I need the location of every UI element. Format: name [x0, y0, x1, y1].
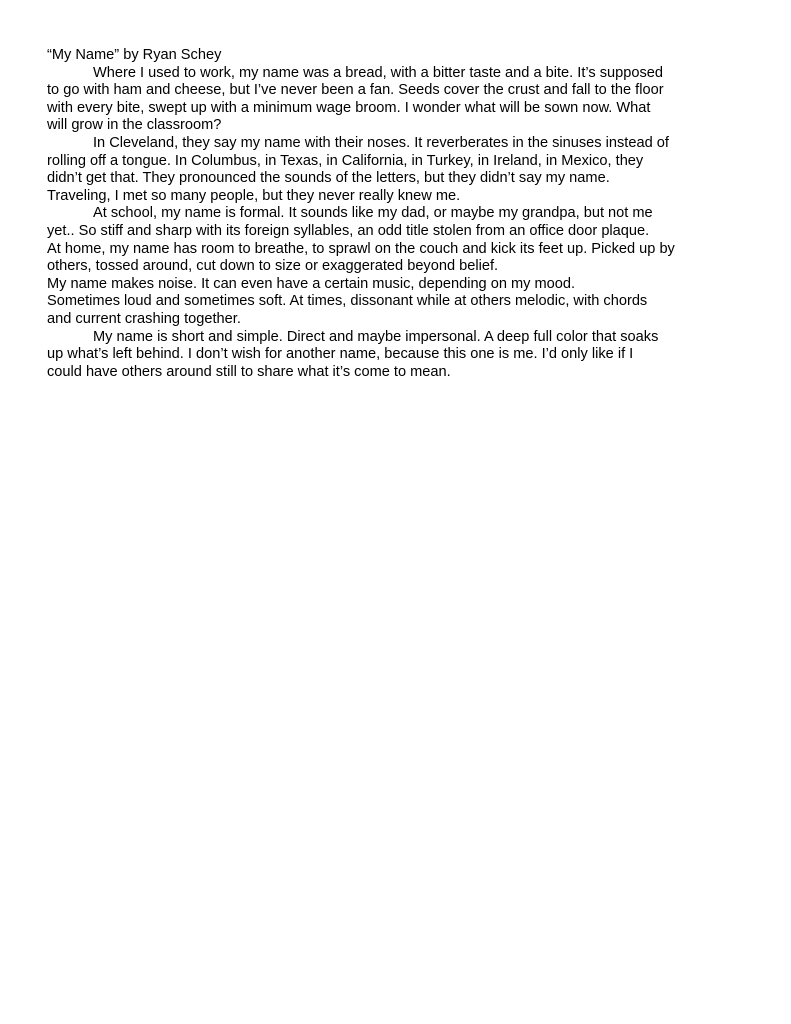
paragraph-line: Where I used to work, my name was a bread, with a bitter taste and a bite. It’s supposed: [93, 64, 663, 81]
paragraph-line: Sometimes loud and sometimes soft. At times, dissonant while at others melodic, with chords: [47, 293, 648, 310]
paragraph-line: up what’s left behind. I don’t wish for another name, because this one is me. I’d only like if I: [47, 346, 634, 363]
paragraph-line: didn’t get that. They pronounced the sounds of the letters, but they didn’t say my name.: [47, 170, 610, 187]
paragraph-line: with every bite, swept up with a minimum wage broom. I wonder what will be sown now. What: [47, 99, 651, 116]
paragraph-line: My name is short and simple. Direct and maybe impersonal. A deep full color that soaks: [93, 328, 659, 345]
paragraph-line: In Cleveland, they say my name with their noses. It reverberates in the sinuses instead of: [93, 134, 669, 151]
paragraph-line: others, tossed around, cut down to size or exaggerated beyond belief.: [47, 258, 499, 275]
paragraph-line: could have others around still to share what it’s come to mean.: [47, 363, 451, 380]
paragraph-line: My name makes noise. It can even have a certain music, depending on my mood.: [47, 275, 576, 292]
paragraph-line: and current crashing together.: [47, 310, 241, 327]
paragraph-line: Traveling, I met so many people, but they never really knew me.: [47, 187, 461, 204]
document-page: [47, 47, 747, 381]
paragraph-line: rolling off a tongue. In Columbus, in Texas, in California, in Turkey, in Ireland, in Mexico, they: [47, 152, 644, 169]
document-title: “My Name” by Ryan Schey: [47, 47, 222, 63]
paragraph-line: will grow in the classroom?: [47, 117, 222, 134]
paragraph-line: to go with ham and cheese, but I’ve never been a fan. Seeds cover the crust and fall to the floor: [47, 82, 664, 99]
paragraph-line: yet.. So stiff and sharp with its foreign syllables, an odd title stolen from an office door plaque.: [47, 222, 650, 239]
paragraph-line: At school, my name is formal. It sounds like my dad, or maybe my grandpa, but not me: [93, 205, 653, 222]
paragraph-line: At home, my name has room to breathe, to sprawl on the couch and kick its feet up. Picked up by: [47, 240, 675, 257]
